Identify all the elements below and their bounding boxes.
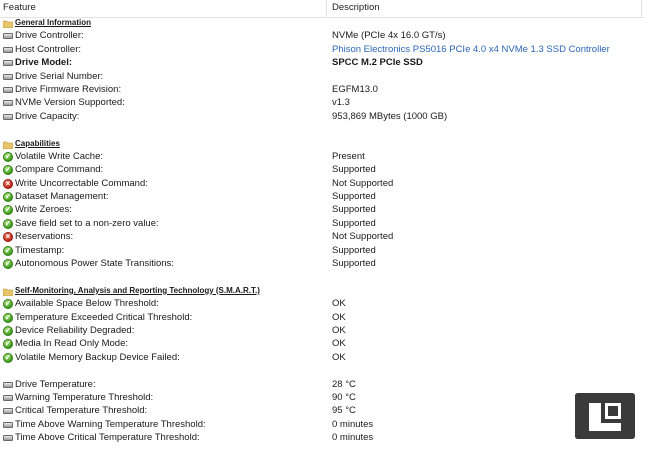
drive-icon: [3, 435, 13, 441]
feature-label: Reservations:: [15, 231, 74, 243]
list-item[interactable]: [0, 244, 645, 257]
check-icon: ✓: [4, 205, 12, 215]
list-item[interactable]: [0, 43, 645, 56]
spacer-row: [0, 123, 645, 136]
feature-value: Supported: [332, 164, 376, 176]
drive-icon: [3, 100, 13, 106]
feature-value: SPCC M.2 PCIe SSD: [332, 57, 423, 69]
section-title: Capabilities: [15, 138, 60, 148]
feature-label: Volatile Memory Backup Device Failed:: [15, 351, 180, 363]
list-item[interactable]: [0, 96, 645, 109]
check-icon: ✓: [4, 245, 12, 255]
feature-label: Drive Controller:: [15, 30, 84, 42]
feature-label: Write Zeroes:: [15, 204, 72, 216]
feature-label: Media In Read Only Mode:: [15, 338, 129, 350]
column-divider-right[interactable]: [641, 0, 642, 17]
feature-value: 953,869 MBytes (1000 GB): [332, 110, 448, 122]
feature-label: NVMe Version Supported:: [15, 97, 125, 109]
cross-icon: ×: [3, 232, 13, 242]
feature-value: NVMe (PCIe 4x 16.0 GT/s): [332, 30, 446, 42]
feature-value: Not Supported: [332, 231, 394, 243]
list-item[interactable]: [0, 337, 645, 350]
list-item[interactable]: [0, 203, 645, 216]
list-item[interactable]: [0, 404, 645, 417]
feature-value: Not Supported: [332, 177, 394, 189]
section-header[interactable]: [0, 16, 645, 29]
feature-value: EGFM13.0: [332, 83, 378, 95]
check-icon: ✓: [4, 312, 12, 322]
feature-label: Save field set to a non-zero value:: [15, 217, 159, 229]
list-item[interactable]: [0, 418, 645, 431]
list-item[interactable]: [0, 311, 645, 324]
drive-icon: [3, 114, 13, 120]
feature-label: Autonomous Power State Transitions:: [15, 258, 174, 270]
feature-label: Drive Capacity:: [15, 110, 80, 122]
feature-list: [0, 16, 645, 445]
column-divider[interactable]: [326, 0, 327, 17]
drive-icon: [3, 74, 13, 80]
feature-label: Drive Model:: [15, 57, 73, 69]
check-icon: ✓: [4, 151, 12, 161]
feature-value: 95 °C: [332, 405, 356, 417]
spacer-row: [0, 270, 645, 283]
list-item[interactable]: [0, 378, 645, 391]
feature-value: 90 °C: [332, 391, 356, 403]
feature-label: Drive Serial Number:: [15, 70, 104, 82]
feature-label: Time Above Warning Temperature Threshold:: [15, 418, 206, 430]
feature-label: Warning Temperature Threshold:: [15, 391, 154, 403]
feature-label: Time Above Critical Temperature Threshold:: [15, 432, 200, 444]
feature-label: Write Uncorrectable Command:: [15, 177, 148, 189]
list-item[interactable]: [0, 150, 645, 163]
description-column-header[interactable]: Description: [332, 2, 380, 13]
feature-value: 0 minutes: [332, 418, 374, 430]
list-item[interactable]: [0, 110, 645, 123]
drive-icon: [3, 395, 13, 401]
feature-label: Critical Temperature Threshold:: [15, 405, 148, 417]
feature-label: Timestamp:: [15, 244, 65, 256]
drive-icon: [3, 87, 13, 93]
feature-value: Present: [332, 150, 365, 162]
list-item[interactable]: [0, 257, 645, 270]
feature-value: OK: [332, 298, 346, 310]
check-icon: ✓: [4, 165, 12, 175]
list-item[interactable]: [0, 431, 645, 444]
spacer-row: [0, 364, 645, 377]
cross-icon: ×: [3, 179, 13, 189]
feature-value: Supported: [332, 204, 376, 216]
list-item[interactable]: [0, 324, 645, 337]
feature-value: Supported: [332, 191, 376, 203]
feature-value: 28 °C: [332, 378, 356, 390]
section-title: General Information: [15, 18, 92, 27]
list-item[interactable]: [0, 230, 645, 243]
list-item[interactable]: [0, 297, 645, 310]
list-item[interactable]: [0, 190, 645, 203]
drive-icon: [3, 60, 13, 66]
drive-icon: [3, 382, 13, 388]
feature-label: Drive Temperature:: [15, 378, 96, 390]
list-item[interactable]: [0, 217, 645, 230]
feature-value: OK: [332, 311, 346, 323]
list-item[interactable]: [0, 83, 645, 96]
list-item[interactable]: [0, 391, 645, 404]
section-header[interactable]: [0, 137, 645, 150]
list-item[interactable]: [0, 56, 645, 69]
list-item[interactable]: [0, 351, 645, 364]
drive-icon: [3, 422, 13, 428]
drive-icon: [3, 47, 13, 53]
check-icon: ✓: [4, 192, 12, 202]
check-icon: ✓: [4, 299, 12, 309]
feature-value: OK: [332, 351, 346, 363]
watermark-logo: [575, 393, 635, 439]
feature-label: Drive Firmware Revision:: [15, 83, 122, 95]
feature-value: 0 minutes: [332, 432, 374, 444]
feature-label: Device Reliability Degraded:: [15, 324, 135, 336]
feature-label: Dataset Management:: [15, 191, 109, 203]
feature-label: Compare Command:: [15, 164, 104, 176]
list-item[interactable]: [0, 70, 645, 83]
feature-value: OK: [332, 324, 346, 336]
check-icon: ✓: [4, 218, 12, 228]
legion-logo-icon: [575, 393, 635, 439]
check-icon: ✓: [4, 325, 12, 335]
folder-icon: [3, 140, 13, 148]
check-icon: ✓: [4, 352, 12, 362]
feature-value: v1.3: [332, 97, 350, 109]
check-icon: ✓: [4, 259, 12, 269]
drive-icon: [3, 408, 13, 414]
feature-label: Host Controller:: [15, 43, 81, 55]
section-title: Self-Monitoring, Analysis and Reporting Technology (S.M.A.R.T.): [15, 285, 260, 295]
feature-label: Temperature Exceeded Critical Threshold:: [15, 311, 193, 323]
feature-value: Supported: [332, 244, 376, 256]
feature-column-header[interactable]: Feature: [3, 2, 36, 13]
folder-icon: [3, 287, 13, 295]
feature-value-link[interactable]: Phison Electronics PS5016 PCIe 4.0 x4 NVMe 1.3 SSD Controller: [332, 43, 610, 55]
list-item[interactable]: [0, 163, 645, 176]
feature-label: Available Space Below Threshold:: [15, 298, 159, 310]
section-header[interactable]: [0, 284, 645, 297]
folder-icon: [3, 19, 13, 27]
check-icon: ✓: [4, 339, 12, 349]
list-item[interactable]: [0, 177, 645, 190]
feature-value: Supported: [332, 258, 376, 270]
feature-value: Supported: [332, 217, 376, 229]
drive-icon: [3, 33, 13, 39]
feature-value: OK: [332, 338, 346, 350]
feature-label: Volatile Write Cache:: [15, 150, 104, 162]
list-item[interactable]: [0, 29, 645, 42]
